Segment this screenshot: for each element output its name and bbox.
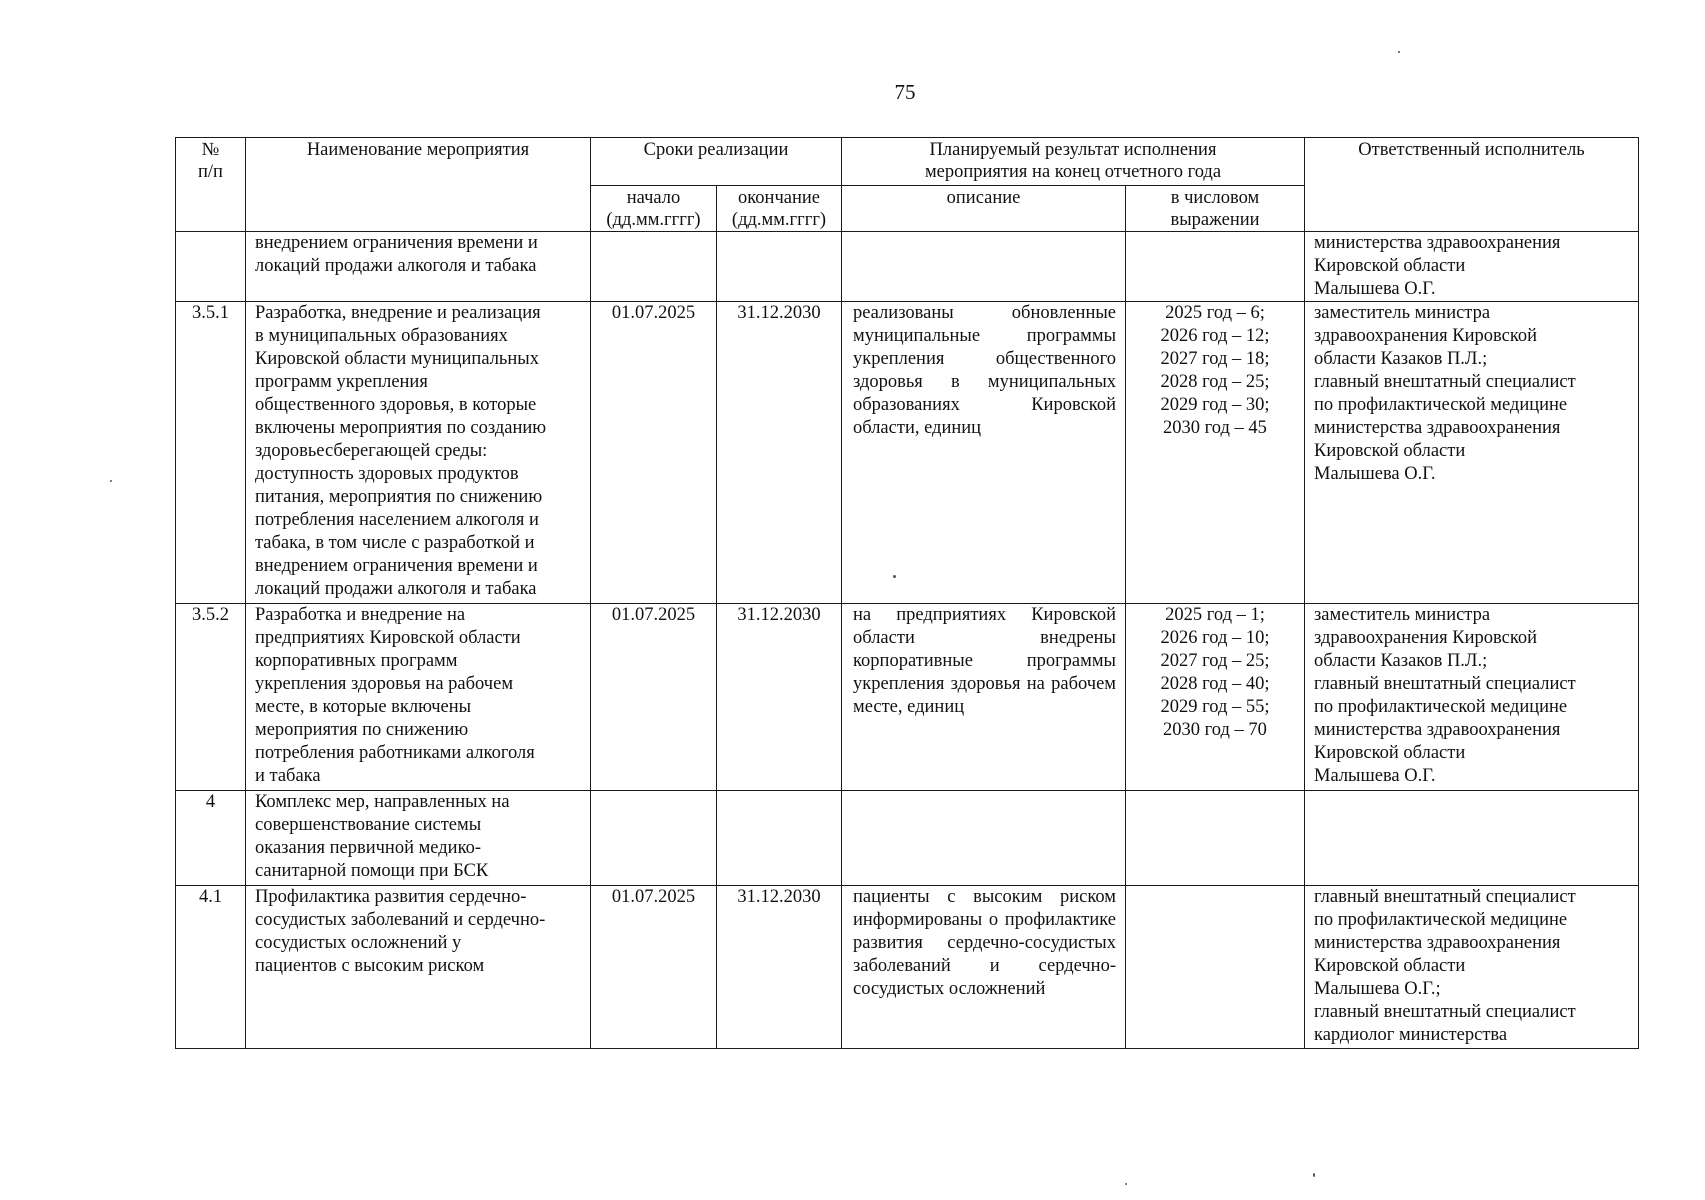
header-implementation-period: Сроки реализации xyxy=(591,138,842,186)
row-result-description: на предприятиях Кировской области внедрены корпоративные программы укрепления здоровья на рабочем месте, единиц xyxy=(842,604,1126,791)
row-start-date: 01.07.2025 xyxy=(591,302,717,604)
row-number: 3.5.2 xyxy=(176,604,246,791)
row-number: 3.5.1 xyxy=(176,302,246,604)
row-measure-name: Разработка, внедрение и реализация в муниципальных образованиях Кировской области муниципальных программ укрепления общественного здоровья, в которые включены мероприятия по созданию здоровьесберегающей среды: доступность здоровых продуктов питания, мероприятия по снижению потребления населением алкоголя и табака, в том числе с разработкой и внедрением ограничения времени и локаций продажи алкоголя и табака xyxy=(246,302,591,604)
header-result-numeric: в числовом выражении xyxy=(1126,186,1305,232)
row-responsible: министерства здравоохранения Кировской области Малышева О.Г. xyxy=(1305,232,1639,302)
scan-speck xyxy=(1398,51,1400,53)
row-measure-name: Профилактика развития сердечно- сосудистых заболеваний и сердечно- сосудистых осложнений у пациентов с высоким риском xyxy=(246,886,591,1049)
header-number: № п/п xyxy=(176,138,246,232)
measures-table xyxy=(175,137,1639,1049)
row-responsible: главный внештатный специалист по профилактической медицине министерства здравоохранения Кировской области Малышева О.Г.; главный внештатный специалист кардиолог министерства xyxy=(1305,886,1639,1049)
header-period-start: начало (дд.мм.гггг) xyxy=(591,186,717,232)
header-period-end: окончание (дд.мм.гггг) xyxy=(717,186,842,232)
table-row xyxy=(176,791,1639,886)
row-result-numeric xyxy=(1126,886,1305,1049)
header-measure-name: Наименование мероприятия xyxy=(246,138,591,232)
row-measure-name: Комплекс мер, направленных на совершенствование системы оказания первичной медико- санитарной помощи при БСК xyxy=(246,791,591,886)
row-result-description: пациенты с высоким риском информированы о профилактике развития сердечно-сосудистых заболеваний и сердечно-сосудистых осложнений xyxy=(842,886,1126,1049)
scan-speck xyxy=(893,575,896,578)
row-result-numeric: 2025 год – 6; 2026 год – 12; 2027 год – 18; 2028 год – 25; 2029 год – 30; 2030 год – 45 xyxy=(1126,302,1305,604)
row-end-date xyxy=(717,232,842,302)
row-number: 4 xyxy=(176,791,246,886)
row-start-date xyxy=(591,232,717,302)
table-row xyxy=(176,232,1639,302)
scan-speck xyxy=(110,480,112,482)
header-row-top xyxy=(176,138,1639,186)
table-row xyxy=(176,302,1639,604)
row-responsible: заместитель министра здравоохранения Кировской области Казаков П.Л.; главный внештатный специалист по профилактической медицине министерства здравоохранения Кировской области Малышева О.Г. xyxy=(1305,604,1639,791)
row-result-description xyxy=(842,232,1126,302)
row-end-date: 31.12.2030 xyxy=(717,302,842,604)
table-row xyxy=(176,604,1639,791)
row-end-date: 31.12.2030 xyxy=(717,604,842,791)
header-responsible: Ответственный исполнитель xyxy=(1305,138,1639,232)
row-measure-name: Разработка и внедрение на предприятиях Кировской области корпоративных программ укрепления здоровья на рабочем месте, в которые включены мероприятия по снижению потребления работниками алкоголя и табака xyxy=(246,604,591,791)
header-planned-result: Планируемый результат исполнения мероприятия на конец отчетного года xyxy=(842,138,1305,186)
row-start-date xyxy=(591,791,717,886)
row-measure-name: внедрением ограничения времени и локаций продажи алкоголя и табака xyxy=(246,232,591,302)
row-start-date: 01.07.2025 xyxy=(591,604,717,791)
row-result-description: реализованы обновленные муниципальные программы укрепления общественного здоровья в муниципальных образованиях Кировской области, единиц xyxy=(842,302,1126,604)
row-result-numeric xyxy=(1126,232,1305,302)
header-result-description: описание xyxy=(842,186,1126,232)
row-number xyxy=(176,232,246,302)
row-result-description xyxy=(842,791,1126,886)
row-result-numeric: 2025 год – 1; 2026 год – 10; 2027 год – 25; 2028 год – 40; 2029 год – 55; 2030 год – 70 xyxy=(1126,604,1305,791)
scan-speck xyxy=(1125,1183,1127,1185)
row-end-date: 31.12.2030 xyxy=(717,886,842,1049)
row-end-date xyxy=(717,791,842,886)
scan-speck xyxy=(1313,1173,1315,1177)
row-number: 4.1 xyxy=(176,886,246,1049)
row-result-numeric xyxy=(1126,791,1305,886)
row-responsible: заместитель министра здравоохранения Кировской области Казаков П.Л.; главный внештатный специалист по профилактической медицине министерства здравоохранения Кировской области Малышева О.Г. xyxy=(1305,302,1639,604)
row-start-date: 01.07.2025 xyxy=(591,886,717,1049)
page-number: 75 xyxy=(894,80,916,104)
row-responsible xyxy=(1305,791,1639,886)
table-row xyxy=(176,886,1639,1049)
